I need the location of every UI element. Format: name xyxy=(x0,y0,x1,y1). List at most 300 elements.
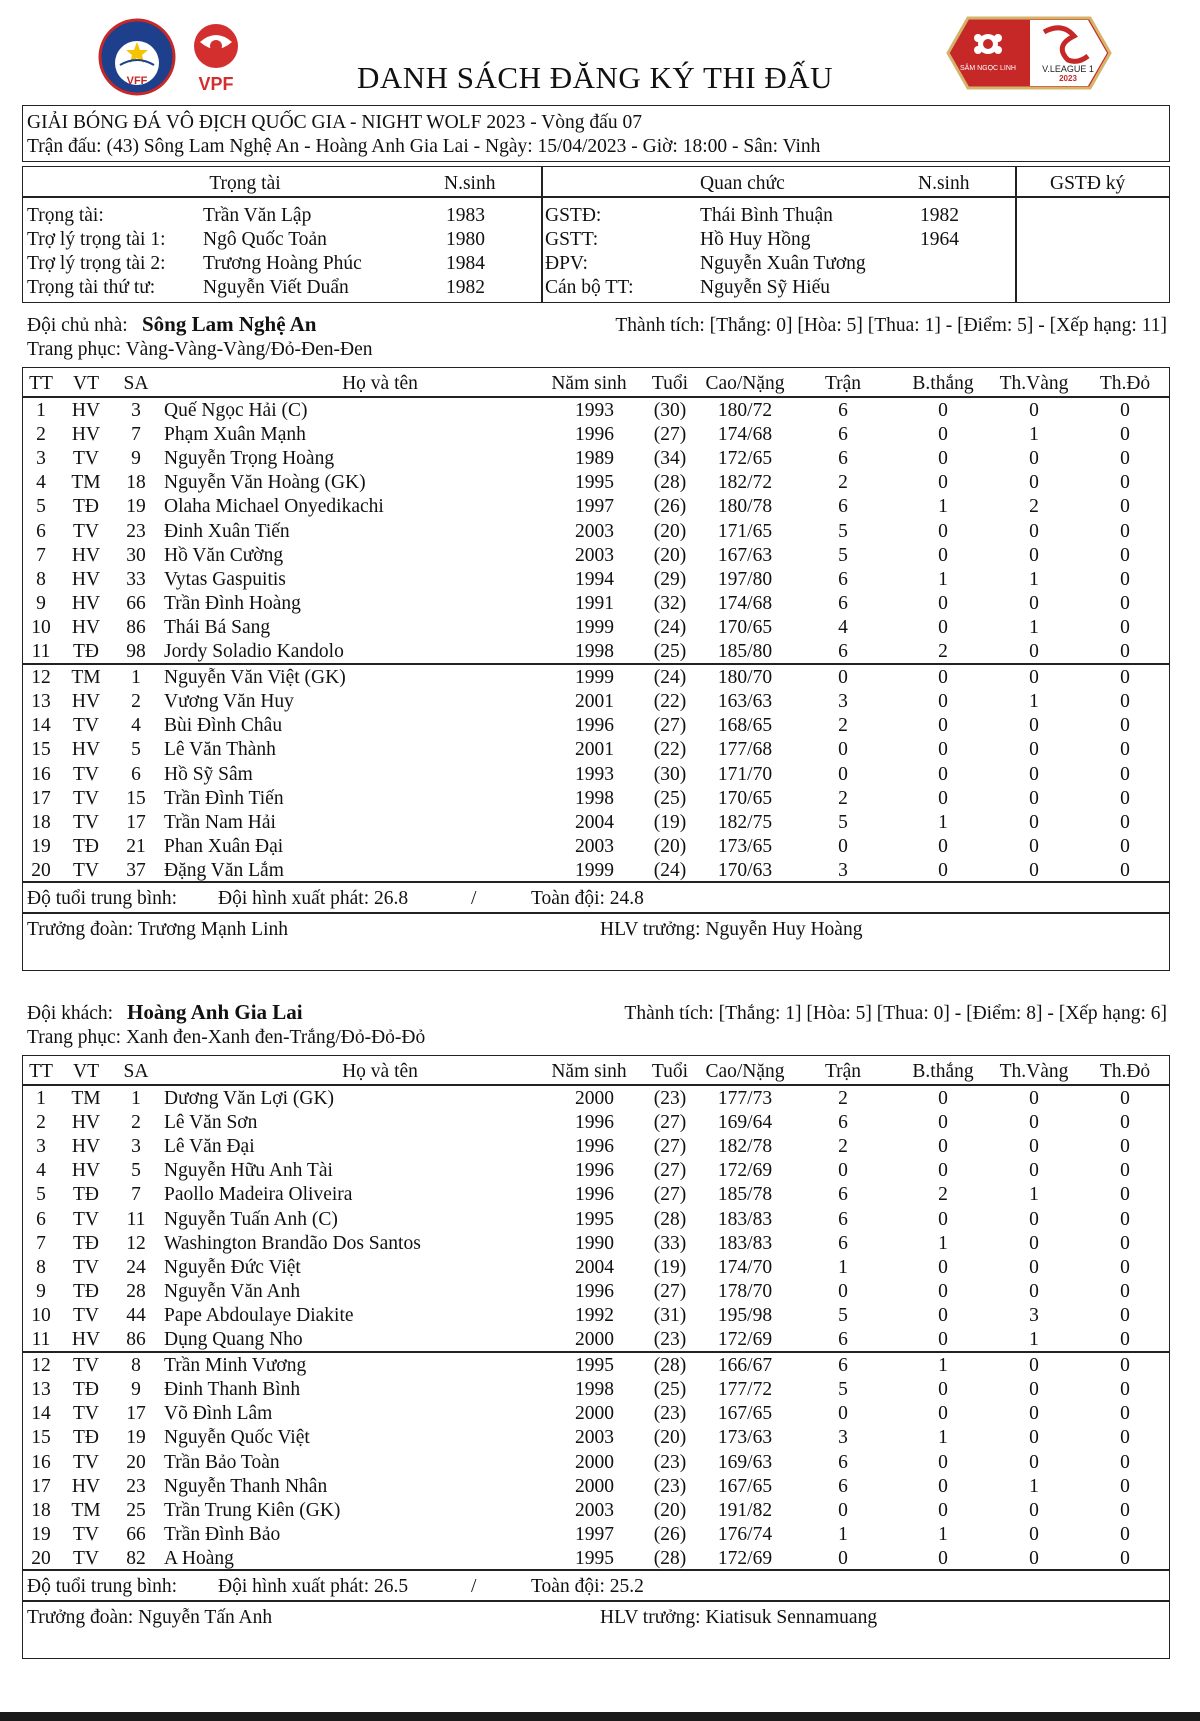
col-vt: TĐ xyxy=(73,1280,99,1302)
col-yellow-cards: 1 xyxy=(1029,568,1039,590)
col-height-weight: 185/80 xyxy=(717,641,773,662)
col-yellow-cards: 0 xyxy=(1029,1160,1039,1182)
col-sa: 21 xyxy=(126,835,146,857)
col-tt: 20 xyxy=(31,1547,51,1569)
table-header-divider xyxy=(22,1084,1170,1086)
col-matches: 6 xyxy=(838,1475,848,1497)
col-name: Nguyễn Tuấn Anh (C) xyxy=(164,1208,338,1230)
referee-year: 1980 xyxy=(446,229,485,250)
col-height-weight: 177/73 xyxy=(717,1088,773,1109)
col-birth-year: 2003 xyxy=(575,544,614,566)
col-height-weight: 180/78 xyxy=(717,496,773,518)
col-red-cards: 0 xyxy=(1120,1232,1130,1254)
col-red-cards: 0 xyxy=(1120,835,1130,857)
col-age: (23) xyxy=(653,1475,687,1497)
starting-lineup-divider xyxy=(22,1351,1170,1353)
col-vt: TV xyxy=(73,715,99,737)
col-yellow-cards: 1 xyxy=(1029,616,1039,638)
col-goals: 1 xyxy=(938,568,948,590)
col-birth-year: 1999 xyxy=(575,667,614,689)
col-name: Quế Ngọc Hải (C) xyxy=(164,400,308,421)
col-height-weight: 167/65 xyxy=(717,1403,773,1425)
col-tt: 1 xyxy=(36,1088,46,1109)
col-name: Trần Đình Bảo xyxy=(164,1523,281,1545)
col-tt: 18 xyxy=(31,811,51,833)
col-name: Nguyễn Thanh Nhân xyxy=(164,1475,328,1497)
col-sa: 86 xyxy=(126,616,146,638)
average-age-separator: / xyxy=(471,1576,477,1597)
col-vt: TĐ xyxy=(73,641,99,662)
col-matches: 6 xyxy=(838,1208,848,1230)
col-height-weight: 172/69 xyxy=(717,1160,773,1182)
col-matches: 2 xyxy=(838,472,848,494)
col-birth-year: 1996 xyxy=(575,1160,614,1182)
col-goals: 0 xyxy=(938,1088,948,1109)
match-info: Trận đấu: (43) Sông Lam Nghệ An - Hoàng Anh Gia Lai - Ngày: 15/04/2023 - Giờ: 18:00 - Sân: Vinh xyxy=(27,136,821,157)
col-yellow-cards: 1 xyxy=(1029,691,1039,713)
col-tt: 20 xyxy=(31,859,51,881)
col-name: Pape Abdoulaye Diakite xyxy=(164,1304,354,1326)
col-red-cards: 0 xyxy=(1120,1499,1130,1521)
col-red-cards: 0 xyxy=(1120,400,1130,421)
col-sa: 44 xyxy=(126,1304,146,1326)
col-age: (20) xyxy=(653,1427,687,1449)
col-name: Nguyễn Văn Việt (GK) xyxy=(164,667,346,689)
col-red-cards: 0 xyxy=(1120,1355,1130,1377)
col-yellow-cards: 0 xyxy=(1029,1088,1039,1109)
col-age: (28) xyxy=(653,1547,687,1569)
col-name: Nguyễn Đức Việt xyxy=(164,1256,301,1278)
col-sa: 7 xyxy=(131,1184,141,1206)
col-red-cards: 0 xyxy=(1120,1329,1130,1350)
sponsor-logo-text: SÂM NGỌC LINH xyxy=(959,65,1017,72)
col-red-cards: 0 xyxy=(1120,1160,1130,1182)
col-vt: TM xyxy=(71,1499,101,1521)
col-birth-year: 2000 xyxy=(575,1088,614,1109)
col-height-weight: 170/65 xyxy=(717,787,773,809)
col-goals: 0 xyxy=(938,1475,948,1497)
referee-name: Ngô Quốc Toản xyxy=(203,229,327,250)
col-matches: 6 xyxy=(838,424,848,446)
col-yellow-cards: 0 xyxy=(1029,1208,1039,1230)
col-age: (25) xyxy=(653,1379,687,1401)
col-yellow-cards: 0 xyxy=(1029,400,1039,421)
col-height-weight: 197/80 xyxy=(717,568,773,590)
col-age: (23) xyxy=(653,1088,687,1109)
col-yellow-cards: 0 xyxy=(1029,1499,1039,1521)
col-sa: 7 xyxy=(131,424,141,446)
col-goals: 1 xyxy=(938,811,948,833)
col-birth-year: 1998 xyxy=(575,787,614,809)
starting-lineup-divider xyxy=(22,663,1170,665)
col-tt: 19 xyxy=(31,835,51,857)
col-yellow-cards: 0 xyxy=(1029,472,1039,494)
col-goals: 0 xyxy=(938,691,948,713)
col-age: (31) xyxy=(653,1304,687,1326)
col-name: Nguyễn Trọng Hoàng xyxy=(164,448,335,470)
col-matches: 0 xyxy=(838,835,848,857)
col-name: Hồ Sỹ Sâm xyxy=(164,763,253,785)
col-sa: 2 xyxy=(131,691,141,713)
team-name: Sông Lam Nghệ An xyxy=(142,312,317,336)
header-col-name: Họ và tên xyxy=(342,373,418,394)
col-matches: 5 xyxy=(838,1304,848,1326)
col-red-cards: 0 xyxy=(1120,1256,1130,1278)
referee-role: Trọng tài: xyxy=(27,205,104,226)
col-matches: 6 xyxy=(838,641,848,662)
referee-role: Trợ lý trọng tài 1: xyxy=(27,229,166,250)
col-tt: 11 xyxy=(31,641,51,662)
col-matches: 2 xyxy=(838,1088,848,1109)
col-goals: 0 xyxy=(938,1208,948,1230)
col-matches: 6 xyxy=(838,1451,848,1473)
col-birth-year: 2001 xyxy=(575,739,614,761)
col-matches: 6 xyxy=(838,1355,848,1377)
header-col-yellow-cards: Th.Vàng xyxy=(999,1061,1069,1082)
col-goals: 0 xyxy=(938,472,948,494)
col-tt: 13 xyxy=(31,1379,51,1401)
document-title: DANH SÁCH ĐĂNG KÝ THI ĐẤU xyxy=(356,60,834,95)
col-height-weight: 180/72 xyxy=(717,400,773,421)
col-sa: 9 xyxy=(131,448,141,470)
col-age: (28) xyxy=(653,1355,687,1377)
bottom-bar xyxy=(0,1712,1200,1721)
col-matches: 5 xyxy=(838,811,848,833)
col-birth-year: 1993 xyxy=(575,400,614,421)
col-red-cards: 0 xyxy=(1120,496,1130,518)
col-red-cards: 0 xyxy=(1120,1475,1130,1497)
col-birth-year: 1995 xyxy=(575,1547,614,1569)
col-birth-year: 1994 xyxy=(575,568,614,590)
col-vt: HV xyxy=(71,1136,101,1158)
col-matches: 6 xyxy=(838,400,848,421)
col-yellow-cards: 2 xyxy=(1029,496,1039,518)
header-col-goals: B.thắng xyxy=(912,1061,974,1082)
supervisor-role: ĐPV: xyxy=(545,253,588,274)
col-goals: 0 xyxy=(938,616,948,638)
col-birth-year: 1993 xyxy=(575,763,614,785)
officials-header-sign: GSTĐ ký xyxy=(1050,173,1126,194)
col-height-weight: 183/83 xyxy=(717,1208,773,1230)
col-sa: 1 xyxy=(131,667,141,689)
col-vt: TM xyxy=(71,1088,101,1109)
header-col-tt: TT xyxy=(29,373,53,394)
col-goals: 0 xyxy=(938,400,948,421)
header-col-sa: SA xyxy=(123,373,149,394)
col-age: (27) xyxy=(653,424,687,446)
header-col-goals: B.thắng xyxy=(912,373,974,394)
header-col-yellow-cards: Th.Vàng xyxy=(999,373,1069,394)
col-tt: 1 xyxy=(36,400,46,421)
col-matches: 6 xyxy=(838,568,848,590)
col-height-weight: 177/72 xyxy=(717,1379,773,1401)
col-red-cards: 0 xyxy=(1120,520,1130,542)
competition-title: GIẢI BÓNG ĐÁ VÔ ĐỊCH QUỐC GIA - NIGHT WOLF 2023 - Vòng đấu 07 xyxy=(27,112,642,133)
team-manager: Trưởng đoàn: Trương Mạnh Linh xyxy=(27,919,288,940)
col-tt: 14 xyxy=(31,1403,51,1425)
col-height-weight: 171/65 xyxy=(717,520,773,542)
col-name: Đinh Thanh Bình xyxy=(164,1379,301,1401)
col-matches: 5 xyxy=(838,1379,848,1401)
col-name: Lê Văn Đại xyxy=(164,1136,255,1158)
col-vt: TV xyxy=(73,1523,99,1545)
col-goals: 0 xyxy=(938,1451,948,1473)
col-name: Bùi Đình Châu xyxy=(164,715,283,737)
col-sa: 28 xyxy=(126,1280,146,1302)
col-vt: HV xyxy=(71,739,101,761)
col-matches: 1 xyxy=(838,1523,848,1545)
col-vt: HV xyxy=(71,616,101,638)
col-vt: HV xyxy=(71,1475,101,1497)
col-vt: TV xyxy=(73,520,99,542)
col-birth-year: 2003 xyxy=(575,1427,614,1449)
col-yellow-cards: 0 xyxy=(1029,1451,1039,1473)
col-red-cards: 0 xyxy=(1120,1088,1130,1109)
col-matches: 6 xyxy=(838,496,848,518)
col-sa: 8 xyxy=(131,1355,141,1377)
col-yellow-cards: 0 xyxy=(1029,859,1039,881)
col-matches: 3 xyxy=(838,1427,848,1449)
col-sa: 66 xyxy=(126,1523,146,1545)
col-height-weight: 174/68 xyxy=(717,424,773,446)
col-vt: TV xyxy=(73,811,99,833)
col-tt: 6 xyxy=(36,520,46,542)
average-age-all: Toàn đội: 24.8 xyxy=(531,888,644,909)
supervisor-role: Cán bộ TT: xyxy=(545,277,634,298)
header-col-name: Họ và tên xyxy=(342,1061,418,1082)
col-birth-year: 1996 xyxy=(575,1136,614,1158)
header-col-vt: VT xyxy=(73,373,99,394)
col-vt: TV xyxy=(73,1451,99,1473)
col-name: Trần Nam Hải xyxy=(164,811,276,833)
col-birth-year: 2000 xyxy=(575,1329,614,1350)
col-birth-year: 2000 xyxy=(575,1403,614,1425)
team-label: Đội khách: xyxy=(27,1003,114,1024)
col-name: Olaha Michael Onyedikachi xyxy=(164,496,384,518)
col-name: Đặng Văn Lắm xyxy=(164,859,284,881)
col-matches: 3 xyxy=(838,859,848,881)
col-matches: 3 xyxy=(838,691,848,713)
col-tt: 11 xyxy=(31,1329,51,1350)
col-age: (29) xyxy=(653,568,687,590)
col-vt: TĐ xyxy=(73,496,99,518)
col-height-weight: 169/63 xyxy=(717,1451,773,1473)
col-vt: HV xyxy=(71,1112,101,1134)
col-goals: 0 xyxy=(938,424,948,446)
col-matches: 6 xyxy=(838,448,848,470)
col-yellow-cards: 0 xyxy=(1029,1112,1039,1134)
col-red-cards: 0 xyxy=(1120,859,1130,881)
col-red-cards: 0 xyxy=(1120,1427,1130,1449)
average-age-label: Độ tuổi trung bình: xyxy=(27,888,178,909)
col-birth-year: 1995 xyxy=(575,1355,614,1377)
col-sa: 18 xyxy=(126,472,146,494)
col-age: (19) xyxy=(653,811,687,833)
col-name: Lê Văn Sơn xyxy=(164,1112,258,1134)
header-col-tt: TT xyxy=(29,1061,53,1082)
referee-year: 1984 xyxy=(446,253,485,274)
col-matches: 0 xyxy=(838,1280,848,1302)
col-vt: TV xyxy=(73,1403,99,1425)
col-yellow-cards: 0 xyxy=(1029,1280,1039,1302)
col-yellow-cards: 0 xyxy=(1029,787,1039,809)
col-tt: 15 xyxy=(31,739,51,761)
col-vt: TĐ xyxy=(73,1427,99,1449)
col-vt: HV xyxy=(71,424,101,446)
col-goals: 0 xyxy=(938,1136,948,1158)
referee-role: Trợ lý trọng tài 2: xyxy=(27,253,166,274)
supervisor-name: Hồ Huy Hồng xyxy=(700,229,811,250)
col-birth-year: 1995 xyxy=(575,472,614,494)
col-yellow-cards: 0 xyxy=(1029,520,1039,542)
header-col-height-weight: Cao/Nặng xyxy=(705,373,785,394)
col-red-cards: 0 xyxy=(1120,811,1130,833)
col-red-cards: 0 xyxy=(1120,1112,1130,1134)
col-age: (25) xyxy=(653,641,687,662)
col-age: (28) xyxy=(653,472,687,494)
col-red-cards: 0 xyxy=(1120,472,1130,494)
col-name: Võ Đình Lâm xyxy=(164,1403,273,1425)
col-birth-year: 1997 xyxy=(575,496,614,518)
col-vt: TV xyxy=(73,859,99,881)
col-sa: 23 xyxy=(126,1475,146,1497)
col-height-weight: 168/65 xyxy=(717,715,773,737)
col-height-weight: 182/72 xyxy=(717,472,773,494)
col-yellow-cards: 3 xyxy=(1029,1304,1039,1326)
col-sa: 82 xyxy=(126,1547,146,1569)
col-birth-year: 1997 xyxy=(575,1523,614,1545)
col-birth-year: 1996 xyxy=(575,715,614,737)
col-red-cards: 0 xyxy=(1120,616,1130,638)
col-height-weight: 191/82 xyxy=(717,1499,773,1521)
header-col-matches: Trận xyxy=(824,373,862,394)
col-birth-year: 1996 xyxy=(575,1112,614,1134)
col-tt: 8 xyxy=(36,568,46,590)
col-height-weight: 174/68 xyxy=(717,592,773,614)
col-goals: 0 xyxy=(938,1329,948,1350)
header-col-age: Tuổi xyxy=(651,373,689,394)
col-matches: 0 xyxy=(838,739,848,761)
col-age: (30) xyxy=(653,400,687,421)
col-name: Đinh Xuân Tiến xyxy=(164,520,290,542)
col-goals: 1 xyxy=(938,1427,948,1449)
col-red-cards: 0 xyxy=(1120,1184,1130,1206)
col-vt: HV xyxy=(71,592,101,614)
col-vt: TV xyxy=(73,1547,99,1569)
col-red-cards: 0 xyxy=(1120,1523,1130,1545)
col-red-cards: 0 xyxy=(1120,448,1130,470)
col-age: (27) xyxy=(653,1160,687,1182)
col-height-weight: 170/63 xyxy=(717,859,773,881)
col-height-weight: 176/74 xyxy=(717,1523,773,1545)
col-birth-year: 2003 xyxy=(575,835,614,857)
col-yellow-cards: 0 xyxy=(1029,1355,1039,1377)
vff-logo-text: VFF xyxy=(126,75,148,87)
col-birth-year: 1989 xyxy=(575,448,614,470)
header-col-matches: Trận xyxy=(824,1061,862,1082)
col-goals: 0 xyxy=(938,787,948,809)
officials-header-referee: Trọng tài xyxy=(209,173,281,194)
col-height-weight: 183/83 xyxy=(717,1232,773,1254)
col-height-weight: 180/70 xyxy=(717,667,773,689)
supervisor-name: Nguyễn Xuân Tương xyxy=(700,253,866,274)
col-goals: 1 xyxy=(938,496,948,518)
col-yellow-cards: 0 xyxy=(1029,1403,1039,1425)
col-tt: 3 xyxy=(36,448,46,470)
col-tt: 16 xyxy=(31,763,51,785)
col-tt: 4 xyxy=(36,1160,46,1182)
col-height-weight: 172/69 xyxy=(717,1547,773,1569)
col-matches: 2 xyxy=(838,1136,848,1158)
col-red-cards: 0 xyxy=(1120,1304,1130,1326)
col-name: Phan Xuân Đại xyxy=(164,835,284,857)
col-height-weight: 182/78 xyxy=(717,1136,773,1158)
col-vt: HV xyxy=(71,1160,101,1182)
col-tt: 10 xyxy=(31,1304,51,1326)
col-height-weight: 169/64 xyxy=(717,1112,773,1134)
col-age: (26) xyxy=(653,496,687,518)
col-sa: 3 xyxy=(131,400,141,421)
col-age: (32) xyxy=(653,592,687,614)
col-age: (27) xyxy=(653,1184,687,1206)
col-name: Trần Đình Hoàng xyxy=(164,592,301,614)
col-goals: 0 xyxy=(938,1112,948,1134)
col-tt: 7 xyxy=(36,1232,46,1254)
col-sa: 86 xyxy=(126,1329,146,1350)
col-sa: 6 xyxy=(131,763,141,785)
col-birth-year: 2003 xyxy=(575,1499,614,1521)
col-name: Vương Văn Huy xyxy=(164,691,294,713)
col-tt: 12 xyxy=(31,667,51,689)
col-matches: 0 xyxy=(838,1499,848,1521)
col-vt: TV xyxy=(73,1208,99,1230)
header-col-vt: VT xyxy=(73,1061,99,1082)
col-vt: TV xyxy=(73,763,99,785)
col-matches: 6 xyxy=(838,1232,848,1254)
referee-year: 1983 xyxy=(446,205,485,226)
col-name: Paollo Madeira Oliveira xyxy=(164,1184,353,1206)
col-sa: 9 xyxy=(131,1379,141,1401)
col-red-cards: 0 xyxy=(1120,1403,1130,1425)
col-goals: 2 xyxy=(938,641,948,662)
col-goals: 0 xyxy=(938,763,948,785)
col-matches: 0 xyxy=(838,667,848,689)
col-vt: TV xyxy=(73,1304,99,1326)
col-matches: 0 xyxy=(838,1547,848,1569)
col-red-cards: 0 xyxy=(1120,1547,1130,1569)
col-matches: 0 xyxy=(838,1403,848,1425)
team-record: Thành tích: [Thắng: 0] [Hòa: 5] [Thua: 1] - [Điểm: 5] - [Xếp hạng: 11] xyxy=(615,315,1167,336)
col-vt: TĐ xyxy=(73,1184,99,1206)
col-age: (25) xyxy=(653,787,687,809)
col-sa: 17 xyxy=(126,1403,146,1425)
col-goals: 0 xyxy=(938,1403,948,1425)
supervisor-year: 1964 xyxy=(920,229,959,250)
col-yellow-cards: 0 xyxy=(1029,1256,1039,1278)
col-goals: 0 xyxy=(938,739,948,761)
col-sa: 4 xyxy=(131,715,141,737)
col-name: Vytas Gaspuitis xyxy=(164,568,286,590)
col-goals: 0 xyxy=(938,544,948,566)
col-tt: 8 xyxy=(36,1256,46,1278)
col-goals: 0 xyxy=(938,520,948,542)
col-birth-year: 1991 xyxy=(575,592,614,614)
col-name: Trần Đình Tiến xyxy=(164,787,284,809)
col-birth-year: 1998 xyxy=(575,641,614,662)
team-manager: Trưởng đoàn: Nguyễn Tấn Anh xyxy=(27,1607,273,1628)
team-kit: Trang phục: Xanh đen-Xanh đen-Trắng/Đỏ-Đỏ-Đỏ xyxy=(27,1027,426,1048)
col-goals: 0 xyxy=(938,1160,948,1182)
